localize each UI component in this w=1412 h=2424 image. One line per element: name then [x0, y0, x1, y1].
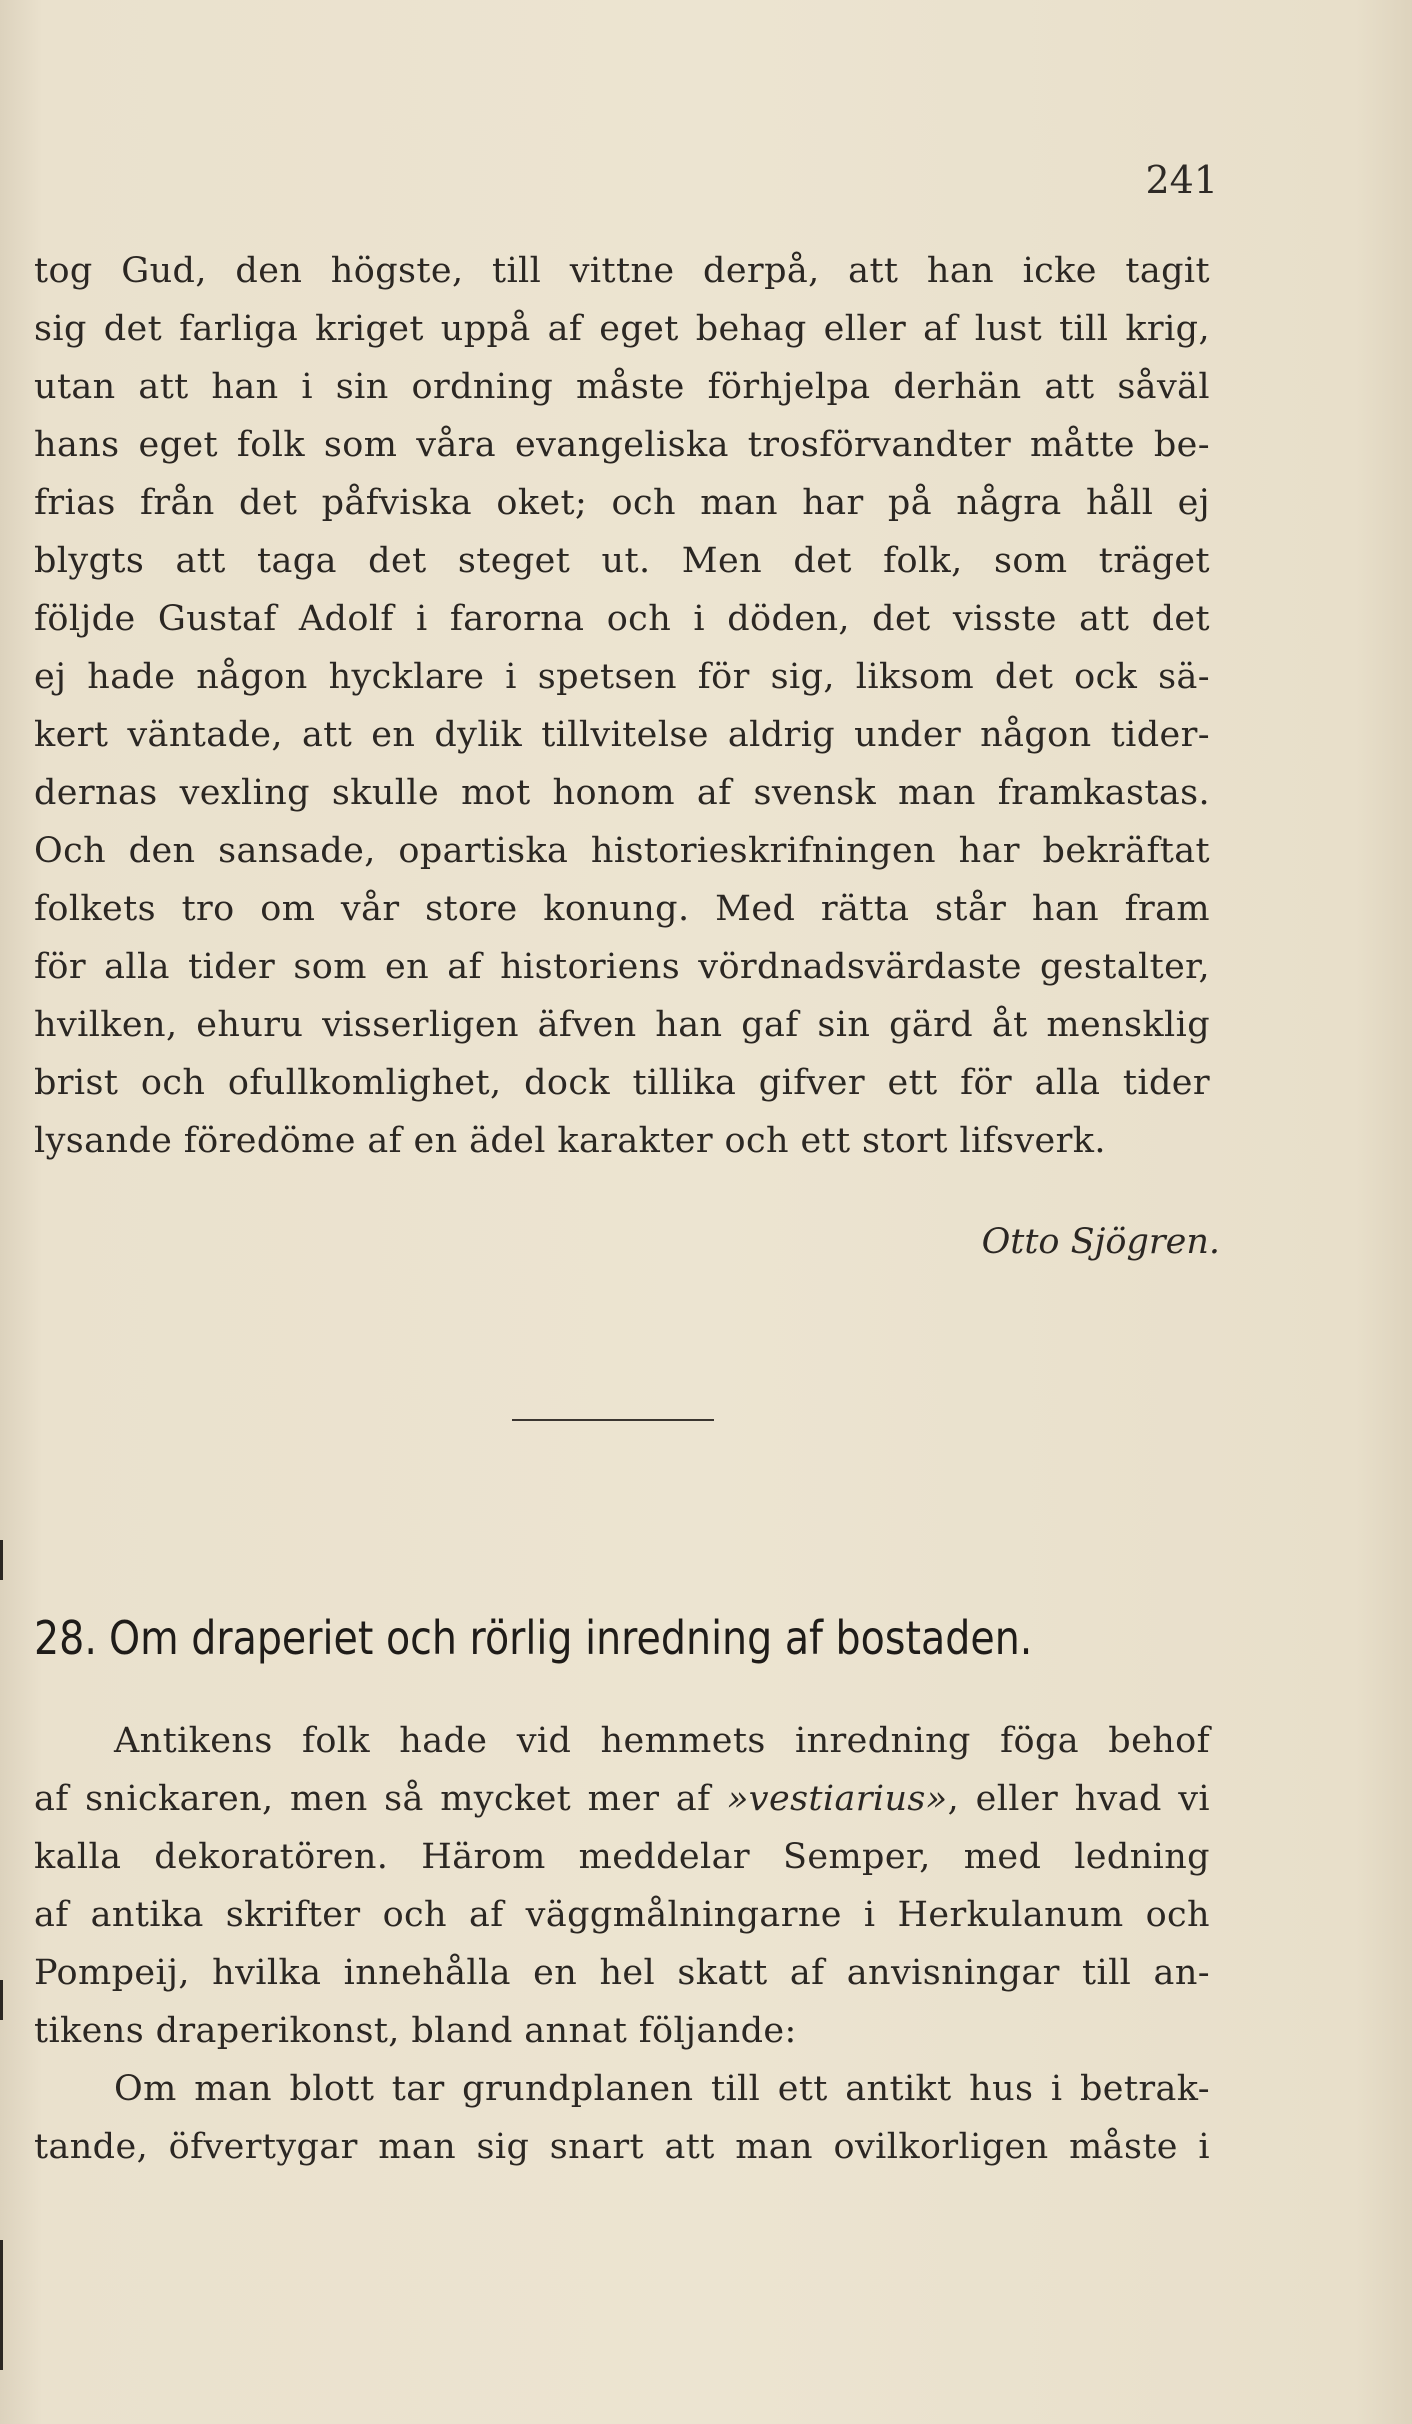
- author-signature: Otto Sjögren.: [981, 1222, 1220, 1262]
- scan-edge-mark: [0, 1540, 3, 1580]
- text-line: Om man blott tar grundplanen till ett antikt hus i betrak-: [114, 2069, 1210, 2109]
- text-line: lysande föredöme af en ädel karakter och ett stort lifsverk.: [34, 1121, 1106, 1161]
- text-line: tande, öfvertygar man sig snart att man ovilkorligen måste i: [34, 2127, 1210, 2167]
- italic-term: »vestiarius»: [726, 1779, 948, 1819]
- section-divider: [512, 1419, 714, 1421]
- text-line: kert väntade, att en dylik tillvitelse aldrig under någon tider-: [34, 715, 1210, 755]
- section-title: Om draperiet och rörlig inredning af bostaden.: [108, 1611, 1033, 1665]
- section-heading: [34, 1600, 1045, 1676]
- text-line: hvilken, ehuru visserligen äfven han gaf sin gärd åt mensklig: [34, 1005, 1210, 1045]
- text-line: dernas vexling skulle mot honom af svensk man framkastas.: [34, 773, 1210, 813]
- text-line: tikens draperikonst, bland annat följande:: [34, 2011, 797, 2051]
- text-segment: af snickaren, men så mycket mer af: [34, 1779, 727, 1819]
- text-line: utan att han i sin ordning måste förhjelpa derhän att såväl: [34, 367, 1210, 407]
- text-line: [34, 1770, 1210, 1828]
- text-line: blygts att taga det steget ut. Men det folk, som träget: [34, 541, 1210, 581]
- text-line: kalla dekoratören. Härom meddelar Semper, med ledning: [34, 1837, 1210, 1877]
- section-paragraph: [34, 1712, 1210, 2176]
- text-line: Antikens folk hade vid hemmets inredning föga behof: [114, 1721, 1210, 1761]
- section-number: 28.: [34, 1611, 97, 1665]
- closing-paragraph: [34, 242, 1210, 1170]
- text-line: för alla tider som en af historiens vördnadsvärdaste gestalter,: [34, 947, 1210, 987]
- text-segment: , eller hvad vi: [947, 1779, 1210, 1819]
- text-line: ej hade någon hycklare i spetsen för sig, liksom det ock sä-: [34, 657, 1210, 697]
- text-line: frias från det påfviska oket; och man har på några håll ej: [34, 483, 1210, 523]
- scan-edge-mark: [0, 2240, 3, 2370]
- text-line: Och den sansade, opartiska historieskrifningen har bekräftat: [34, 831, 1210, 871]
- text-line: följde Gustaf Adolf i farorna och i döden, det visste att det: [34, 599, 1210, 639]
- text-line: brist och ofullkomlighet, dock tillika gifver ett för alla tider: [34, 1063, 1210, 1103]
- text-line: folkets tro om vår store konung. Med rätta står han fram: [34, 889, 1210, 929]
- scan-edge-mark: [0, 1980, 3, 2020]
- text-line: sig det farliga kriget uppå af eget behag eller af lust till krig,: [34, 309, 1210, 349]
- page-number: 241: [1145, 158, 1218, 202]
- text-line: hans eget folk som våra evangeliska trosförvandter måtte be-: [34, 425, 1210, 465]
- text-line: tog Gud, den högste, till vittne derpå, att han icke tagit: [34, 251, 1210, 291]
- text-line: Pompeij, hvilka innehålla en hel skatt af anvisningar till an-: [34, 1953, 1210, 1993]
- text-line: af antika skrifter och af väggmålningarne i Herkulanum och: [34, 1895, 1210, 1935]
